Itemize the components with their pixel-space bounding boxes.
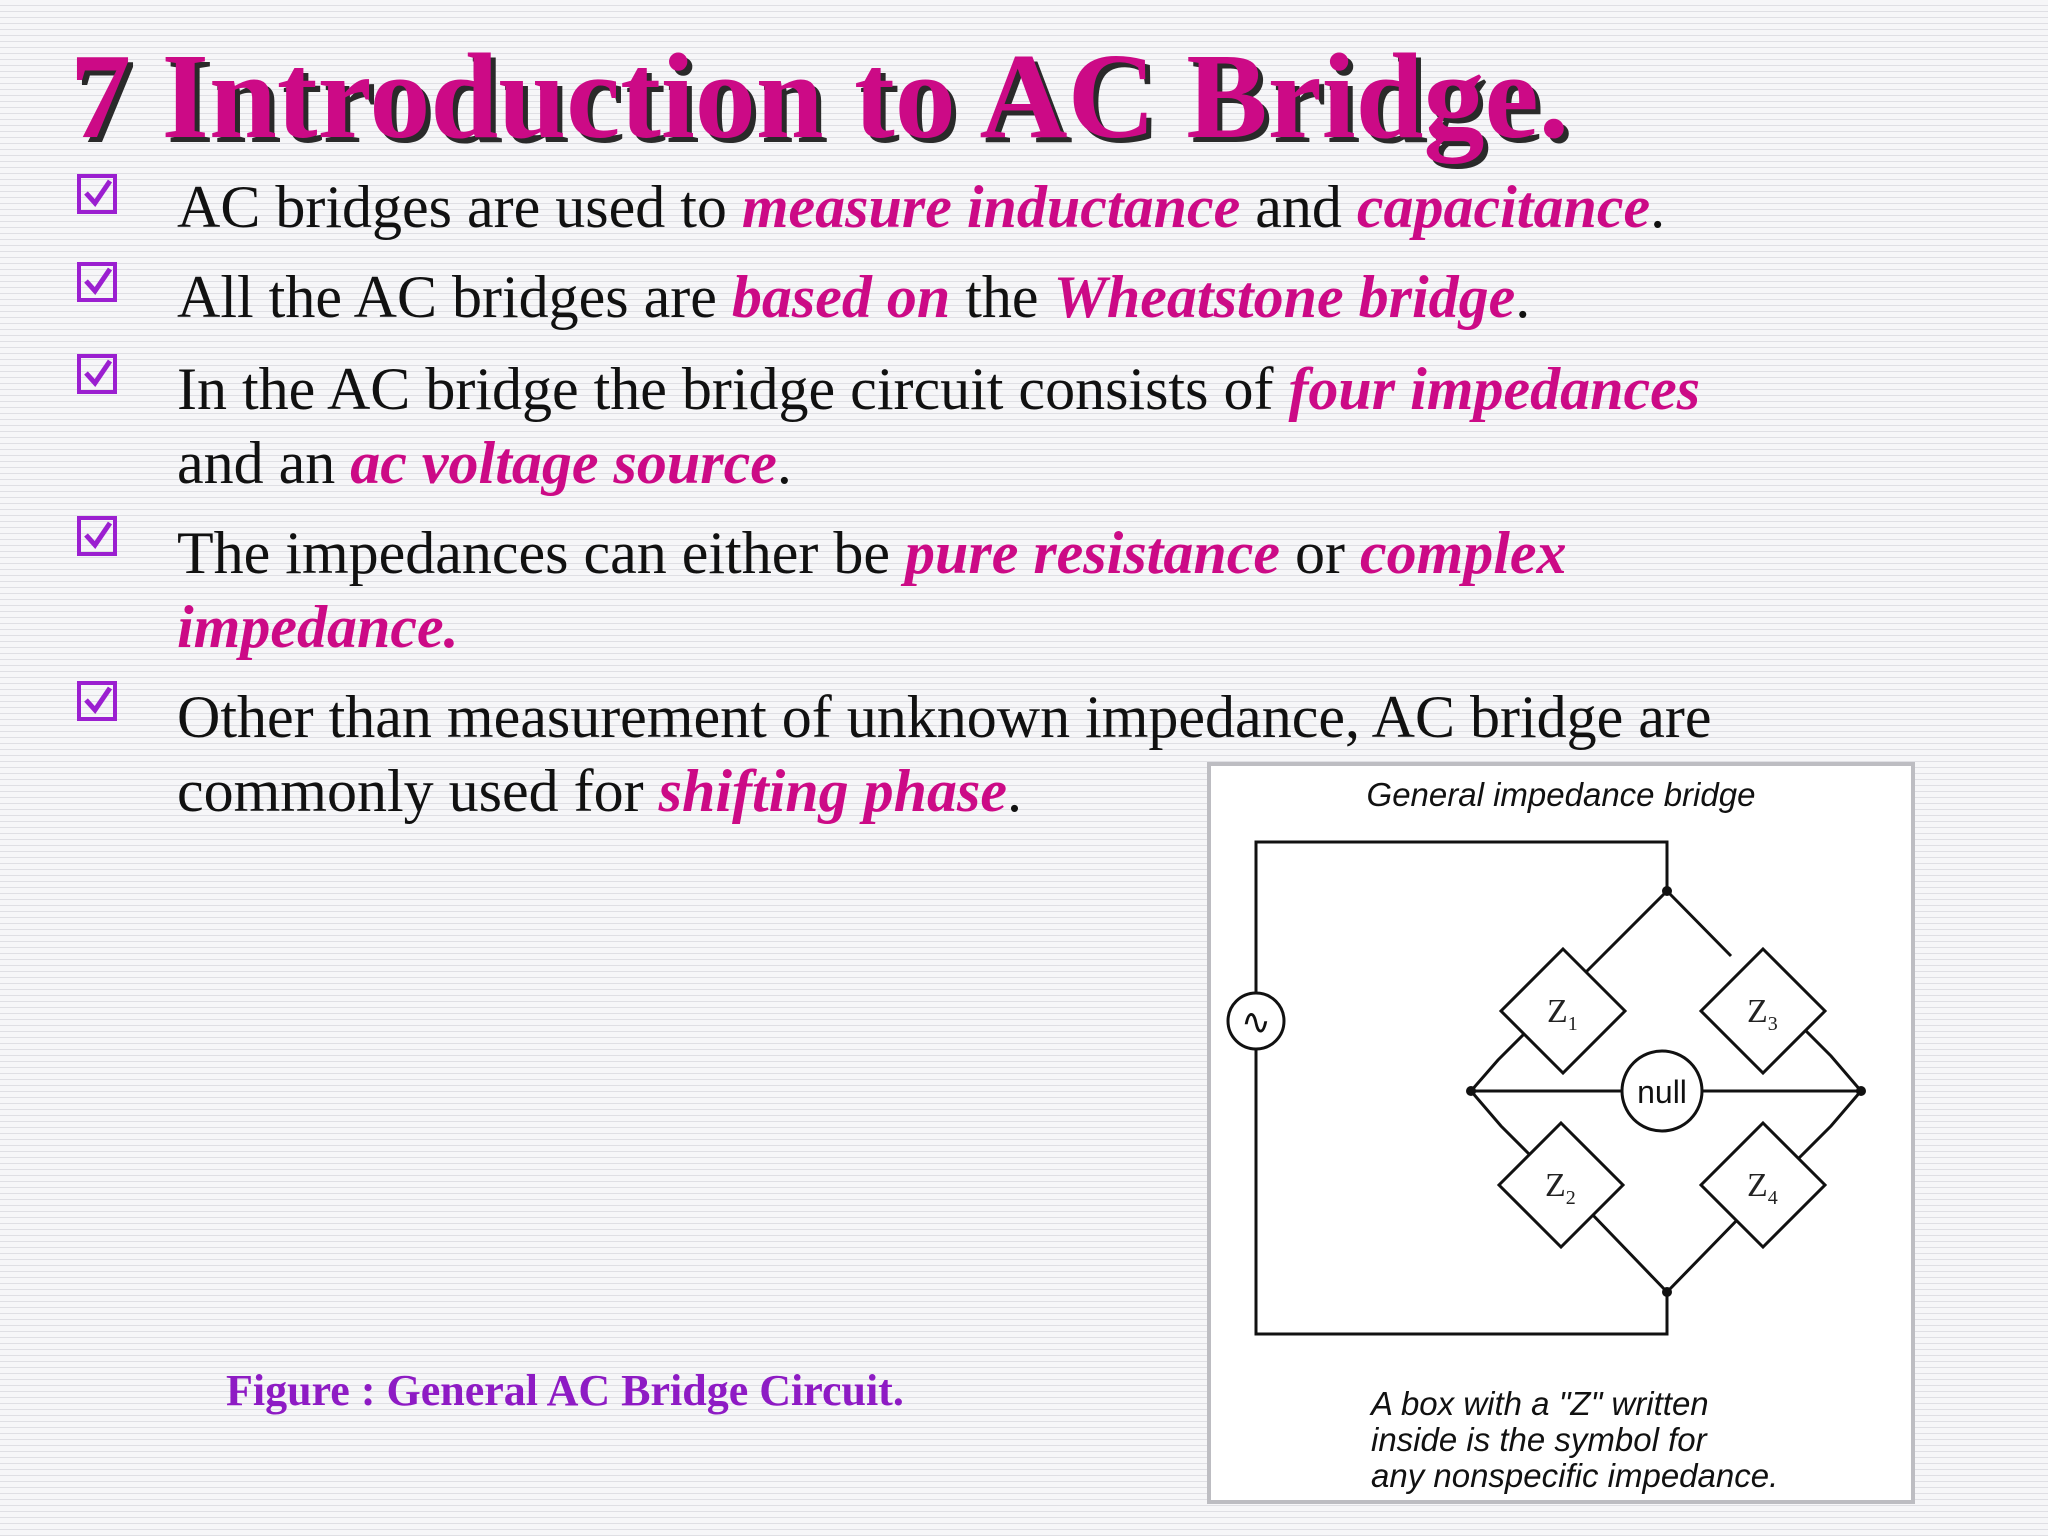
- junction-left: [1466, 1086, 1476, 1096]
- junction-top: [1662, 886, 1672, 896]
- highlight-text: Wheatstone bridge: [1053, 264, 1516, 330]
- arm-top-right: [1667, 891, 1731, 956]
- body-text: .: [1650, 174, 1666, 240]
- body-text: the: [950, 264, 1054, 330]
- body-text: AC bridges are used to: [177, 174, 742, 240]
- bullet-line: [177, 170, 1665, 244]
- bridge-figure: [1207, 762, 1915, 1504]
- highlight-text: pure resistance: [904, 520, 1280, 586]
- body-text: .: [776, 430, 792, 496]
- checkbox-checked-icon: [77, 174, 117, 214]
- junction-bottom: [1662, 1287, 1672, 1297]
- body-text: or: [1279, 520, 1360, 586]
- null-label: null: [1637, 1074, 1687, 1110]
- body-text: commonly used for: [177, 758, 659, 824]
- highlight-text: complex: [1359, 520, 1567, 586]
- arm-bottom-right: [1667, 1216, 1741, 1292]
- body-text: In the AC bridge the bridge circuit consists of: [177, 356, 1289, 422]
- bullet-line: [177, 590, 459, 664]
- slide-title: 7 Introduction to AC Bridge.: [70, 29, 1570, 164]
- checkbox-checked-icon: [77, 516, 117, 556]
- bullet-line: [177, 426, 792, 500]
- highlight-text: capacitance: [1356, 174, 1651, 240]
- bullet-line: [177, 516, 1567, 590]
- highlight-text: four impedances: [1288, 356, 1701, 422]
- figure-note-line: inside is the symbol for: [1371, 1421, 1707, 1458]
- bullet-line: [177, 680, 1712, 754]
- junction-right: [1856, 1086, 1866, 1096]
- body-text: Other than measurement of unknown impedance, AC bridge are: [177, 684, 1712, 750]
- body-text: The impedances can either be: [177, 520, 905, 586]
- z4-label: $Z_4$: [1747, 1167, 1778, 1209]
- checkbox-checked-icon: [77, 262, 117, 302]
- checkbox-checked-icon: [77, 681, 117, 721]
- checkbox-checked-icon: [77, 354, 117, 394]
- figure-note: [1371, 1386, 1778, 1494]
- bullet-line: [177, 352, 1700, 426]
- ac-source-symbol: ∿: [1240, 1002, 1272, 1043]
- arm-left-bottom: [1471, 1091, 1529, 1154]
- body-text: and: [1240, 174, 1357, 240]
- highlight-text: impedance.: [177, 594, 459, 660]
- arm-top-left: [1586, 891, 1667, 972]
- arm-bottom-left: [1589, 1211, 1667, 1292]
- bullet-line: [177, 754, 1022, 828]
- arm-right-bottom: [1796, 1091, 1861, 1161]
- top-wire: [1256, 842, 1667, 997]
- bullet-line: [177, 260, 1530, 334]
- body-text: .: [1515, 264, 1531, 330]
- body-text: All the AC bridges are: [177, 264, 732, 330]
- figure-title: General impedance bridge: [1366, 776, 1756, 813]
- figure-caption: Figure : General AC Bridge Circuit.: [226, 1366, 904, 1415]
- highlight-text: measure inductance: [741, 174, 1241, 240]
- z1-label: $Z_1$: [1547, 993, 1578, 1035]
- highlight-text: shifting phase: [658, 758, 1008, 824]
- z3-label: $Z_3$: [1747, 993, 1778, 1035]
- figure-note-line: any nonspecific impedance.: [1371, 1457, 1779, 1494]
- figure-note-line: A box with a "Z" written: [1371, 1385, 1709, 1422]
- highlight-text: ac voltage source: [350, 430, 777, 496]
- highlight-text: based on: [731, 264, 951, 330]
- body-text: .: [1007, 758, 1023, 824]
- z2-label: $Z_2$: [1545, 1167, 1576, 1209]
- body-text: and an: [177, 430, 351, 496]
